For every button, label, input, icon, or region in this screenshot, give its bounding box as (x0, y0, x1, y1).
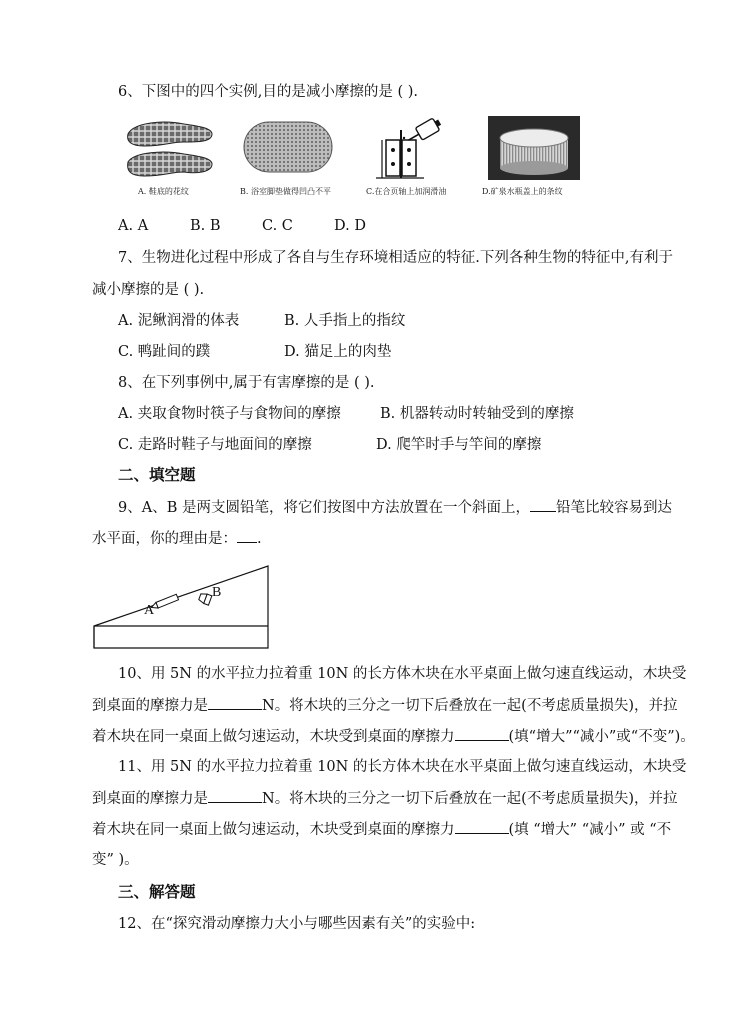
q6-option-a: A. A (118, 218, 149, 234)
q6-caption-b: B. 浴室脚垫做得凹凸不平 (240, 187, 331, 196)
q8-option-b: B. 机器转动时转轴受到的摩擦 (380, 406, 574, 422)
shoe-sole-image (124, 116, 216, 178)
q12-stem: 12、在“探究滑动摩擦力大小与哪些因素有关”的实验中: (118, 916, 476, 932)
q11-blank-2[interactable] (455, 819, 509, 834)
q9-blank-1[interactable] (530, 497, 556, 512)
q11-line2-pre: 到桌面的摩擦力是 (92, 791, 208, 807)
pencil-a-label: A (144, 603, 155, 618)
q11-line3-pre: 着木块在同一桌面上做匀速运动，木块受到桌面的摩擦力 (92, 822, 455, 838)
q11-line2-post: N。将木块的三分之一切下后叠放在一起(不考虑质量损失)，并拉 (262, 791, 678, 807)
hinge-oil-image (372, 116, 446, 182)
q10-stem-line1: 10、用 5N 的水平拉力拉着重 10N 的长方体木块在水平桌面上做匀速直线运动，木块受 (118, 666, 687, 682)
q9-line1-pre: 9、A、B 是两支圆铅笔，将它们按图中方法放置在一个斜面上， (118, 500, 530, 516)
q11-stem-line2 (92, 788, 678, 809)
q7-option-a: A. 泥鳅润滑的体表 (118, 313, 240, 329)
q11-stem-line3 (92, 819, 671, 840)
q6-option-d: D. D (334, 218, 366, 234)
q8-option-d: D. 爬竿时手与竿间的摩擦 (376, 437, 542, 453)
q6-caption-a: A. 鞋底的花纹 (138, 187, 189, 196)
bath-mat-image (242, 120, 334, 174)
q11-stem-line1: 11、用 5N 的水平拉力拉着重 10N 的长方体木块在水平桌面上做匀速直线运动，木块受 (118, 759, 687, 775)
q10-stem-line2 (92, 695, 678, 716)
q10-line3-pre: 着木块在同一桌面上做匀速运动，木块受到桌面的摩擦力 (92, 729, 455, 745)
q11-line3-post: (填 “增大” “减小” 或 “不 (508, 822, 672, 838)
q7-option-d: D. 猫足上的肉垫 (284, 344, 392, 360)
q7-stem-line2: 减小摩擦的是 ( ). (92, 282, 205, 298)
q7-option-c: C. 鸭趾间的蹼 (118, 344, 211, 360)
q10-blank-2[interactable] (455, 726, 509, 741)
q10-blank-1[interactable] (208, 695, 262, 710)
q10-stem-line3 (92, 726, 695, 747)
section-answer-title: 三、解答题 (118, 883, 196, 901)
section-fill-blank-title: 二、填空题 (118, 466, 196, 484)
q6-option-b: B. B (190, 218, 221, 234)
q6-stem: 6、下图中的四个实例,目的是减小摩擦的是 ( ). (118, 84, 418, 100)
q11-blank-1[interactable] (208, 788, 262, 803)
q7-option-b: B. 人手指上的指纹 (284, 313, 406, 329)
incline-pencils-figure (92, 560, 272, 654)
q10-line2-post: N。将木块的三分之一切下后叠放在一起(不考虑质量损失)，并拉 (262, 698, 678, 714)
q10-line2-pre: 到桌面的摩擦力是 (92, 698, 208, 714)
q9-line2-post: . (257, 531, 262, 547)
q6-option-c: C. C (262, 218, 293, 234)
pencil-b-label: B (212, 585, 222, 600)
q9-line1-post: 铅笔比较容易到达 (555, 500, 672, 516)
q11-stem-line4: 变” )。 (92, 852, 139, 868)
q10-line3-post: (填“增大”“减小”或“不变”)。 (508, 729, 695, 745)
bottle-cap-image (488, 116, 580, 180)
q8-option-c: C. 走路时鞋子与地面间的摩擦 (118, 437, 312, 453)
q9-blank-2[interactable] (237, 528, 257, 543)
q6-caption-d: D.矿泉水瓶盖上的条纹 (482, 187, 563, 196)
q6-caption-c: C.在合页轴上加润滑油 (366, 187, 447, 196)
q8-stem: 8、在下列事例中,属于有害摩擦的是 ( ). (118, 375, 375, 391)
q9-stem-line2 (92, 528, 262, 549)
q7-stem-line1: 7、生物进化过程中形成了各自与生存环境相适应的特征.下列各种生物的特征中,有利于 (118, 250, 673, 266)
q9-line2-pre: 水平面，你的理由是： (92, 531, 237, 547)
q8-option-a: A. 夹取食物时筷子与食物间的摩擦 (118, 406, 341, 422)
q9-stem-line1 (118, 497, 672, 518)
